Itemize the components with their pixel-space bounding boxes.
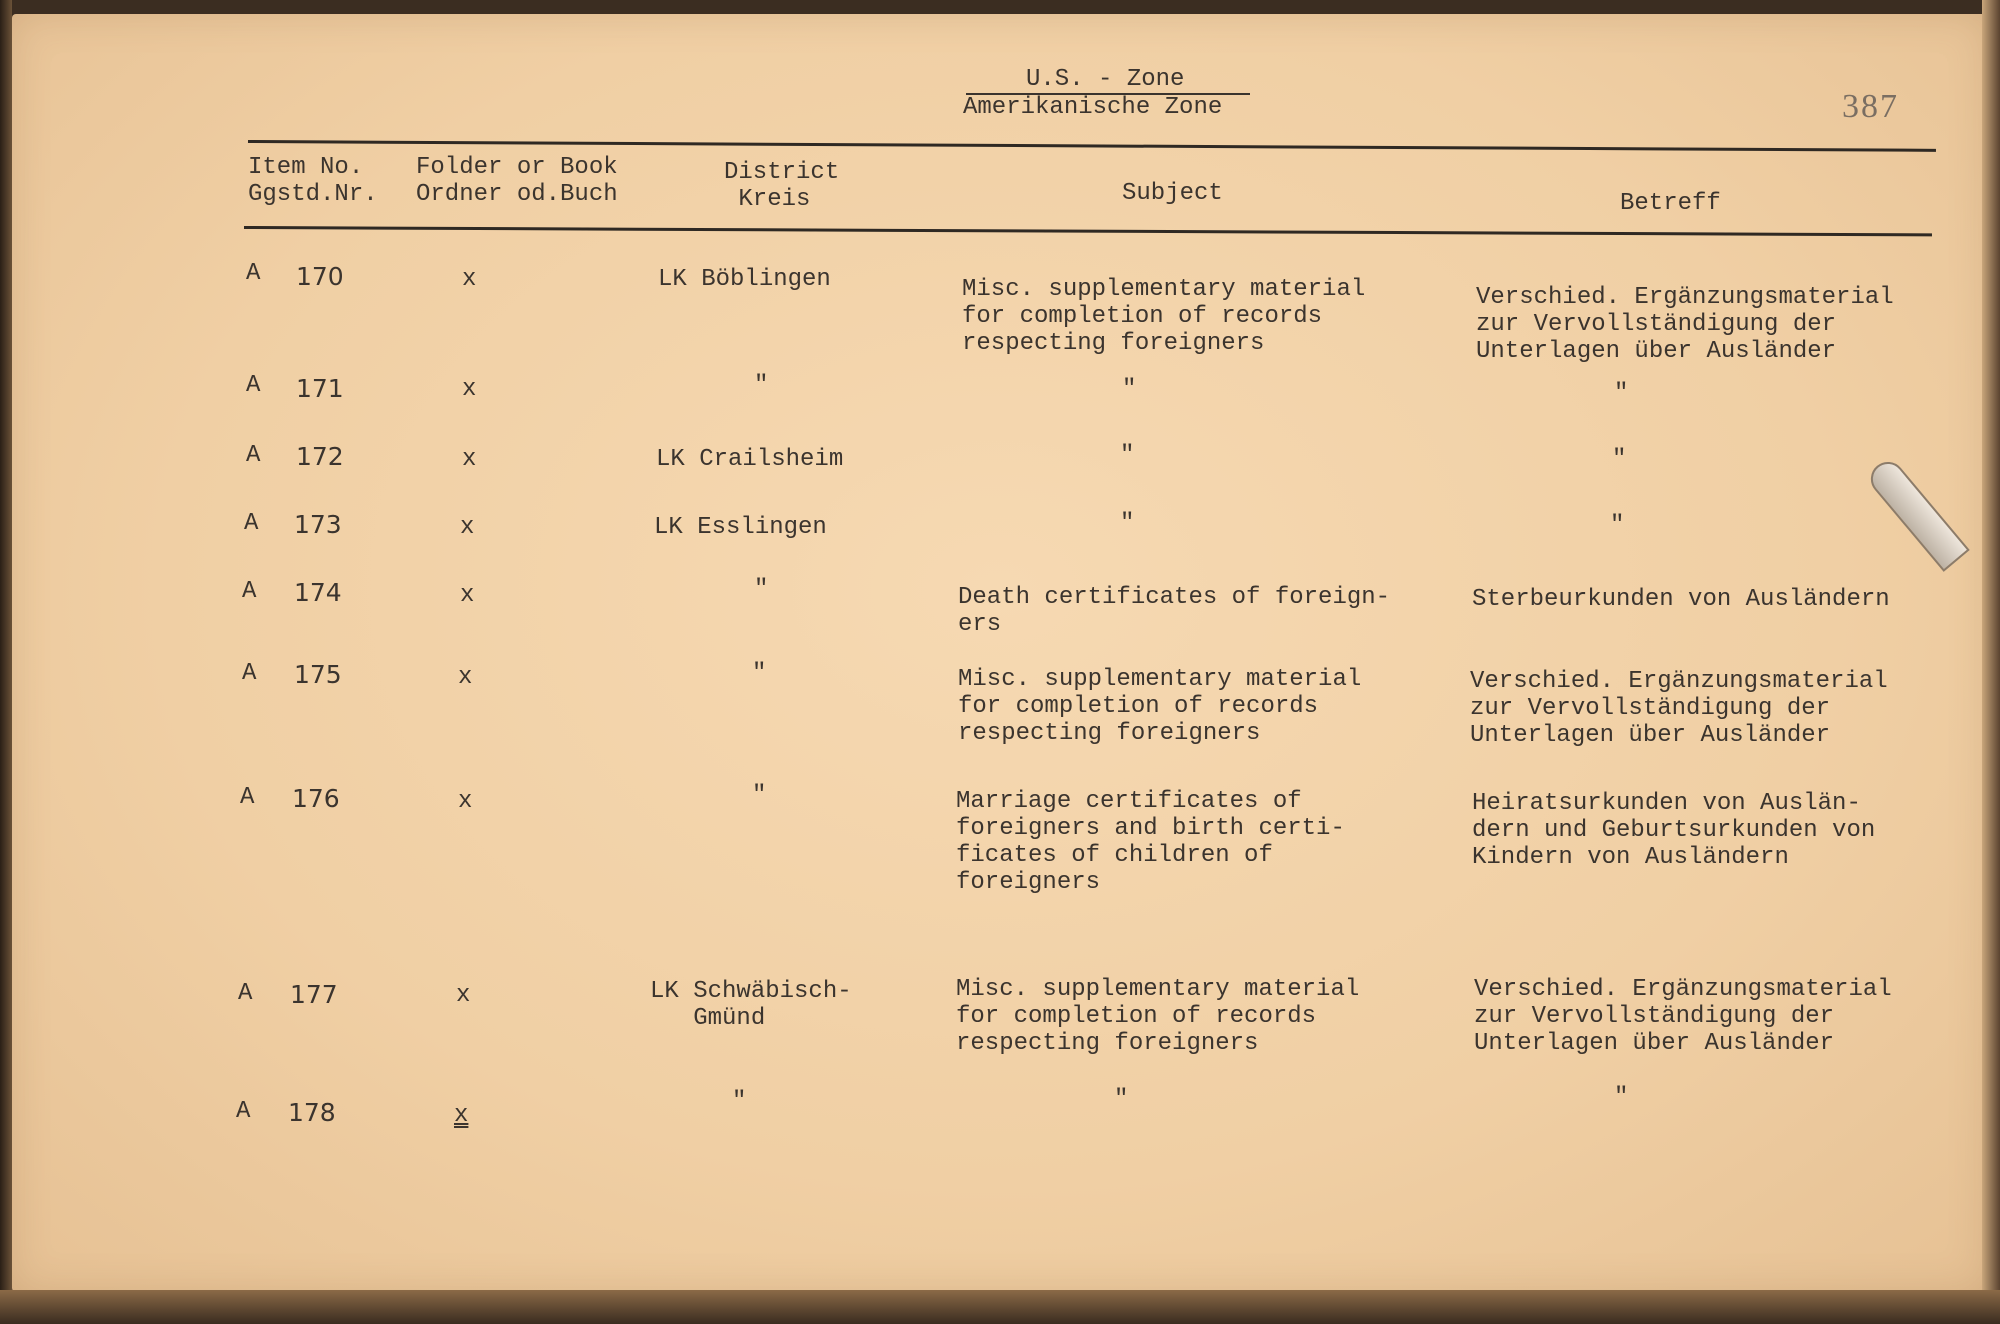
district-cell: LK Böblingen — [658, 266, 831, 293]
column-header-subject: Subject — [1122, 180, 1223, 207]
item-prefix: A — [246, 372, 261, 399]
subject-cell: " — [1120, 510, 1135, 537]
item-number: 172 — [296, 442, 344, 471]
column-header-item: Item No. Ggstd.Nr. — [248, 154, 378, 208]
page-number: 387 — [1842, 88, 1899, 125]
district-cell: " — [754, 576, 769, 603]
subject-cell: " — [1120, 442, 1135, 469]
betreff-cell: Verschied. Ergänzungsmaterial zur Vervollständigung der Unterlagen über Ausländer — [1470, 668, 1888, 749]
subject-cell: " — [1114, 1086, 1129, 1113]
page-edge-bottom — [0, 1290, 2000, 1324]
zone-title-german: Amerikanische Zone — [963, 94, 1223, 121]
item-prefix: A — [238, 980, 253, 1007]
item-prefix: A — [242, 578, 257, 605]
item-prefix: A — [242, 660, 257, 687]
page-edge-right — [1982, 0, 2000, 1324]
folder-mark: x — [458, 788, 473, 815]
district-cell: LK Schwäbisch- Gmünd — [650, 978, 852, 1032]
item-number: 171 — [296, 374, 344, 403]
item-prefix: A — [236, 1098, 251, 1125]
betreff-cell: Verschied. Ergänzungsmaterial zur Vervollständigung der Unterlagen über Ausländer — [1474, 976, 1892, 1057]
betreff-cell: " — [1614, 380, 1629, 407]
betreff-cell: Sterbeurkunden von Ausländern — [1472, 586, 1890, 613]
item-number: 173 — [294, 510, 342, 539]
district-cell: LK Crailsheim — [656, 446, 844, 473]
betreff-cell: " — [1610, 512, 1625, 539]
subject-cell: Misc. supplementary material for completion of records respecting foreigners — [956, 976, 1360, 1057]
column-header-betreff: Betreff — [1620, 190, 1721, 217]
subject-cell: Misc. supplementary material for completion of records respecting foreigners — [958, 666, 1362, 747]
item-prefix: A — [246, 260, 261, 287]
folder-mark: x — [460, 514, 475, 541]
column-header-district: District Kreis — [724, 159, 840, 213]
subject-cell: " — [1122, 376, 1137, 403]
betreff-cell: Heiratsurkunden von Auslän- dern und Geburtsurkunden von Kindern von Ausländern — [1472, 790, 1876, 871]
item-number: 175 — [294, 660, 342, 689]
zone-title-english: U.S. - Zone — [1026, 66, 1185, 93]
district-cell: " — [754, 372, 769, 399]
betreff-cell: " — [1614, 1084, 1629, 1111]
subject-cell: Death certificates of foreign- ers — [958, 584, 1391, 638]
district-cell: LK Esslingen — [654, 514, 827, 541]
subject-cell: Marriage certificates of foreigners and birth certi- ficates of children of foreigners — [956, 788, 1345, 896]
betreff-cell: " — [1612, 446, 1627, 473]
folder-mark: x — [460, 582, 475, 609]
item-prefix: A — [244, 510, 259, 537]
item-prefix: A — [246, 442, 261, 469]
folder-mark: x — [462, 376, 477, 403]
district-cell: " — [752, 782, 767, 809]
folder-mark: x — [454, 1102, 469, 1129]
folder-mark: x — [462, 266, 477, 293]
folder-mark: x — [462, 446, 477, 473]
subject-cell: Misc. supplementary material for completion of records respecting foreigners — [962, 276, 1366, 357]
district-cell: " — [752, 660, 767, 687]
item-prefix: A — [240, 784, 255, 811]
district-cell: " — [732, 1088, 747, 1115]
book-binding — [0, 0, 12, 1324]
item-number: 178 — [288, 1098, 336, 1127]
column-header-folder: Folder or Book Ordner od.Buch — [416, 154, 618, 208]
item-number: 174 — [294, 578, 342, 607]
folder-mark: x — [458, 664, 473, 691]
folder-mark: x — [456, 982, 471, 1009]
item-number: 170 — [296, 262, 344, 291]
item-number: 177 — [290, 980, 338, 1009]
item-number: 176 — [292, 784, 340, 813]
betreff-cell: Verschied. Ergänzungsmaterial zur Vervollständigung der Unterlagen über Ausländer — [1476, 284, 1894, 365]
